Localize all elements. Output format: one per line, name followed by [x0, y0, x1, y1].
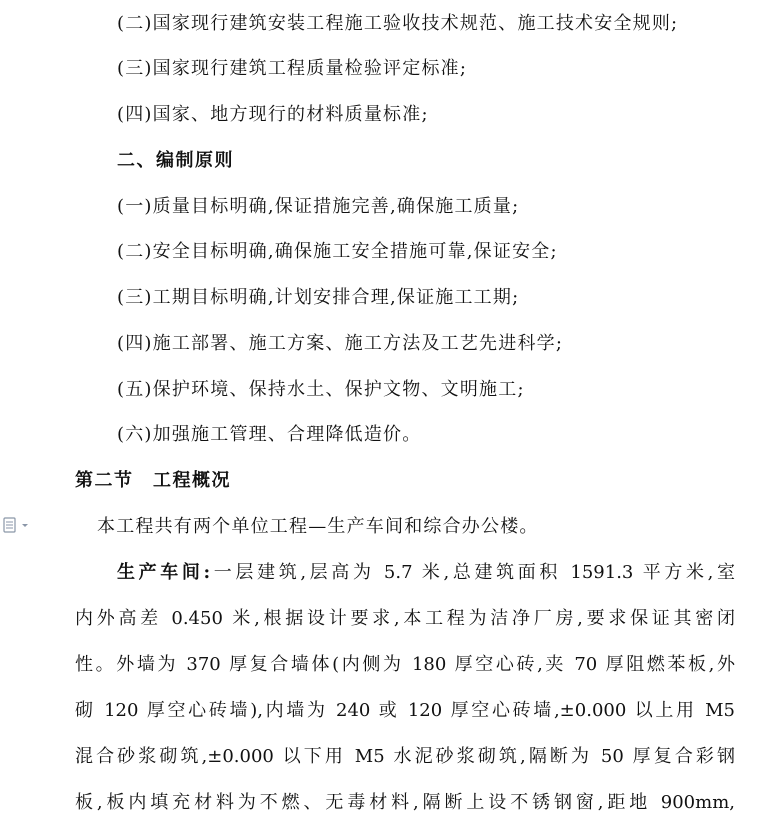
workshop-line-1	[75, 562, 735, 584]
workshop-line-5	[75, 746, 735, 768]
section-title-principles: 二、编制原则	[117, 150, 234, 171]
workshop-line-6	[75, 792, 735, 814]
list-item-standards-2: (二)国家现行建筑安装工程施工验收技术规范、施工技术安全规则;	[117, 13, 679, 34]
principle-item-6: (六)加强施工管理、合理降低造价。	[117, 424, 422, 445]
workshop-text-3: 性。外墙为 370 厚复合墙体(内侧为 180 厚空心砖,夹 70 厚阻燃苯板,外	[75, 654, 735, 675]
intro-paragraph: 本工程共有两个单位工程—生产车间和综合办公楼。	[97, 516, 539, 537]
section-heading-overview: 第二节 工程概况	[75, 470, 231, 491]
workshop-line-4	[75, 700, 735, 722]
list-item-standards-3: (三)国家现行建筑工程质量检验评定标准;	[117, 58, 468, 79]
workshop-text-1: 一层建筑,层高为 5.7 米,总建筑面积 1591.3 平方米,室	[210, 562, 735, 583]
principle-item-1: (一)质量目标明确,保证措施完善,确保施工质量;	[117, 196, 520, 217]
workshop-text-6: 板,板内填充材料为不燃、无毒材料,隔断上设不锈钢窗,距地 900mm,	[75, 792, 735, 813]
workshop-text-4: 砌 120 厚空心砖墙),内墙为 240 或 120 厚空心砖墙,±0.000 以上用 M5	[75, 700, 735, 721]
principle-item-5: (五)保护环境、保持水土、保护文物、文明施工;	[117, 379, 525, 400]
workshop-line-3	[75, 654, 735, 676]
workshop-text-2: 内外高差 0.450 米,根据设计要求,本工程为洁净厂房,要求保证其密闭	[75, 608, 735, 629]
principle-item-2: (二)安全目标明确,确保施工安全措施可靠,保证安全;	[117, 241, 558, 262]
workshop-label: 生产车间:	[117, 562, 211, 583]
document-comment-icon[interactable]	[3, 517, 33, 533]
principle-item-4: (四)施工部署、施工方案、施工方法及工艺先进科学;	[117, 333, 564, 354]
workshop-line-2	[75, 608, 735, 630]
workshop-text-5: 混合砂浆砌筑,±0.000 以下用 M5 水泥砂浆砌筑,隔断为 50 厚复合彩钢	[75, 746, 735, 767]
list-item-standards-4: (四)国家、地方现行的材料质量标准;	[117, 104, 429, 125]
principle-item-3: (三)工期目标明确,计划安排合理,保证施工工期;	[117, 287, 520, 308]
